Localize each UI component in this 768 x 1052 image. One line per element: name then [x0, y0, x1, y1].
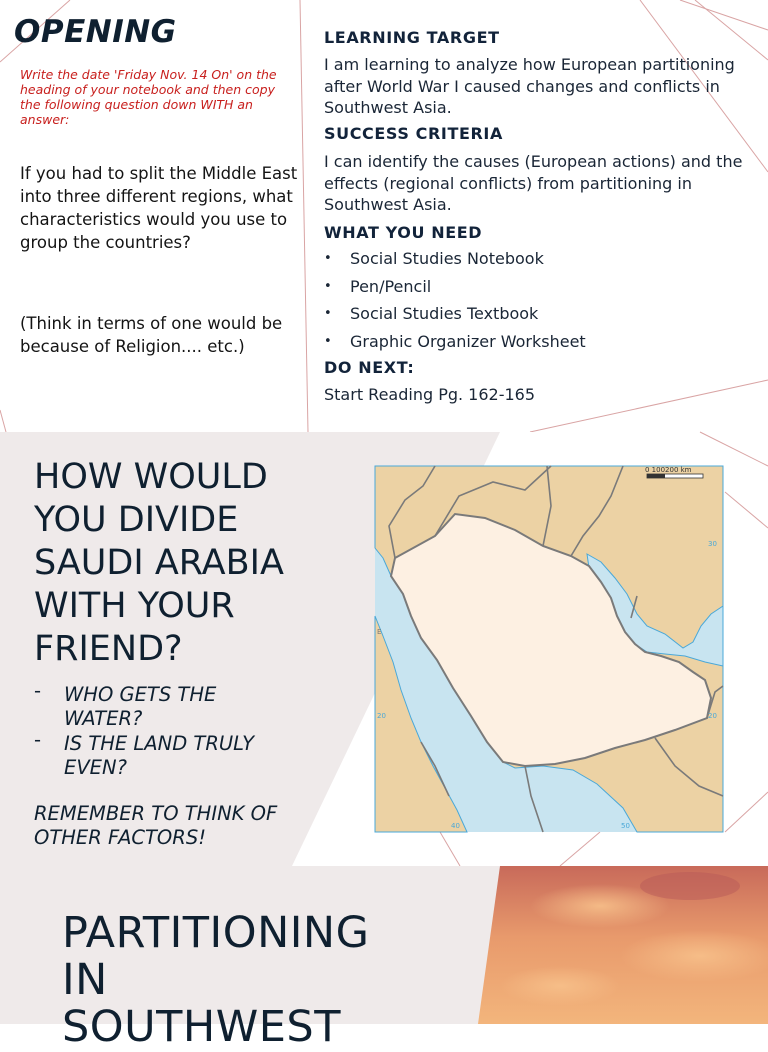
question-list	[34, 683, 294, 781]
slide-title: PARTITIONING IN SOUTHWEST	[62, 908, 370, 1052]
success-criteria-heading: SUCCESS CRITERIA	[324, 124, 503, 143]
list-item: - WHO GETS THE WATER?	[34, 683, 294, 731]
do-next-heading: DO NEXT:	[324, 358, 415, 377]
list-item: • Pen/Pencil	[324, 276, 586, 304]
list-item: • Social Studies Notebook	[324, 248, 586, 276]
partitioning-title-slide	[0, 866, 768, 1052]
opening-slide	[0, 0, 768, 432]
what-you-need-heading: WHAT YOU NEED	[324, 223, 483, 242]
edge-label: E	[377, 628, 382, 636]
map-scale-label: 0 100200 km	[645, 466, 692, 474]
learning-target-text: I am learning to analyze how European partitioning after World War I caused changes and conflicts in Southwest Asia.	[324, 55, 735, 117]
slide-title: OPENING	[14, 14, 177, 50]
saudi-arabia-map	[375, 466, 723, 832]
date-instruction: Write the date 'Friday Nov. 14 On' on the heading of your notebook and then copy the following question down WITH an answer:	[20, 67, 277, 127]
lat-label: 20	[708, 712, 717, 720]
list-item: • Graphic Organizer Worksheet	[324, 331, 586, 359]
divide-saudi-arabia-slide	[0, 432, 768, 866]
question-hint: (Think in terms of one would be because of Religion.... etc.)	[20, 314, 283, 356]
reminder-text: REMEMBER TO THINK OF OTHER FACTORS!	[34, 802, 278, 849]
lat-label: 30	[708, 540, 717, 548]
lat-label: 20	[377, 712, 386, 720]
what-you-need-list	[324, 248, 586, 358]
success-criteria-text: I can identify the causes (European actions) and the effects (regional conflicts) from partitioning in Southwest Asia.	[324, 152, 743, 214]
lon-label: 40	[451, 822, 460, 830]
opening-question: If you had to split the Middle East into three different regions, what characteristics would you use to group the countries?	[20, 164, 298, 252]
list-item: • Social Studies Textbook	[324, 303, 586, 331]
lon-label: 50	[621, 822, 630, 830]
learning-target-heading: LEARNING TARGET	[324, 28, 500, 47]
do-next-text: Start Reading Pg. 162-165	[324, 385, 536, 404]
slide-title: HOW WOULD YOU DIVIDE SAUDI ARABIA WITH YOUR FRIEND?	[34, 457, 284, 669]
list-item: - IS THE LAND TRULY EVEN?	[34, 732, 294, 780]
